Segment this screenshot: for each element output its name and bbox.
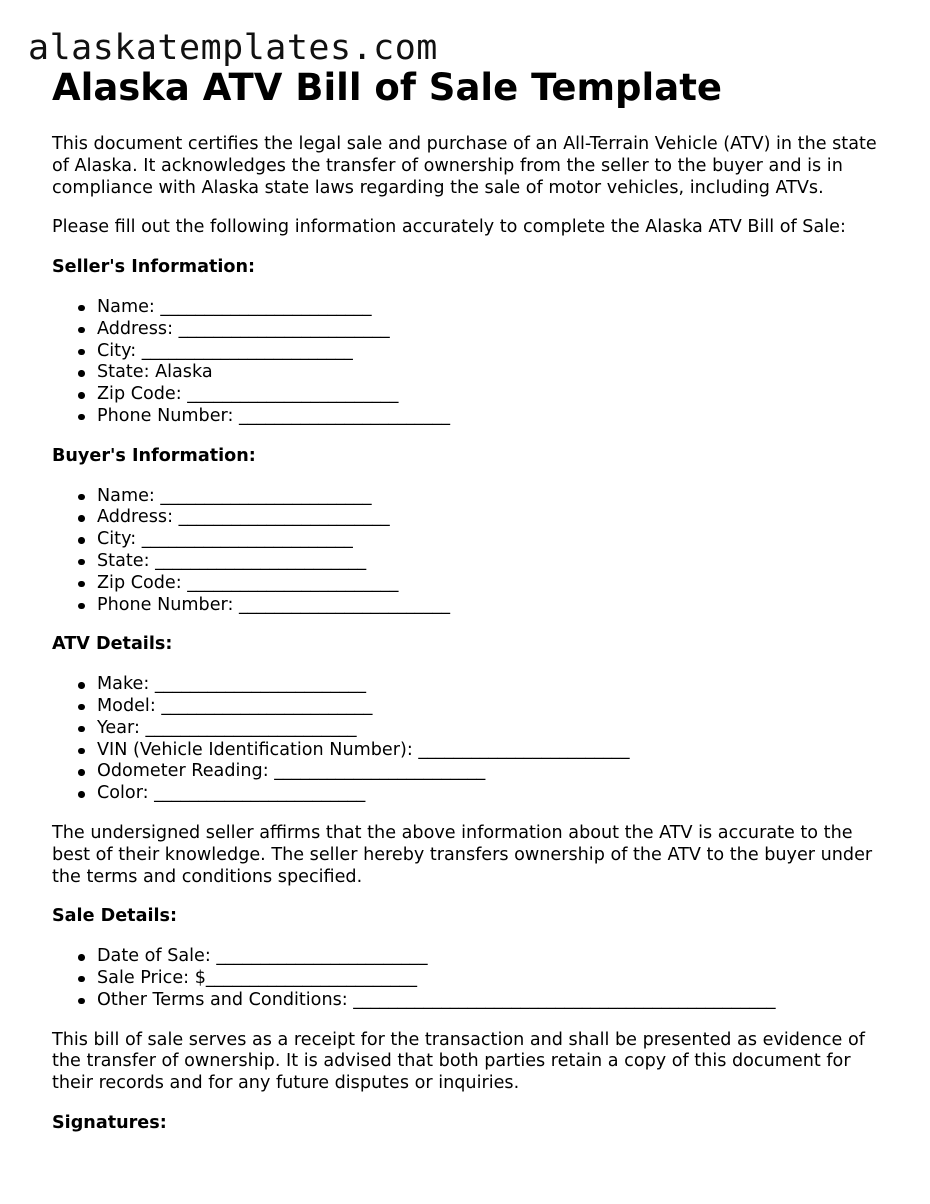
seller-zip-field: Zip Code: ________________________ [97,384,892,406]
document-body [52,66,892,1135]
atv-color-field: Color: ________________________ [97,783,892,805]
buyer-zip-field: Zip Code: ________________________ [97,573,892,595]
buyer-phone-field: Phone Number: ________________________ [97,595,892,617]
buyer-field-list [52,486,892,617]
atv-vin-field: VIN (Vehicle Identification Number): ________________________ [97,740,892,762]
buyer-city-field: City: ________________________ [97,529,892,551]
buyer-state-field: State: ________________________ [97,551,892,573]
site-watermark: alaskatemplates.com [28,28,438,68]
seller-state-field: State: Alaska [97,362,892,384]
atv-make-field: Make: ________________________ [97,674,892,696]
buyer-address-field: Address: ________________________ [97,507,892,529]
seller-phone-field: Phone Number: ________________________ [97,406,892,428]
atv-section-heading: ATV Details: [52,634,173,655]
buyer-name-field: Name: ________________________ [97,486,892,508]
sale-date-field: Date of Sale: ________________________ [97,946,892,968]
buyer-section-heading: Buyer's Information: [52,445,256,466]
seller-city-field: City: ________________________ [97,341,892,363]
seller-address-field: Address: ________________________ [97,319,892,341]
receipt-paragraph: This bill of sale serves as a receipt for the transaction and shall be presented as evidence of the transfer of ownership. It is advised that both parties retain a copy of this document for their records and for any future disputes or inquiries. [52,1029,865,1094]
affirmation-paragraph: The undersigned seller affirms that the above information about the ATV is accurate to the best of their knowledge. The seller hereby transfers ownership of the ATV to the buyer under the terms and conditions specified. [52,822,873,887]
seller-field-list [52,297,892,428]
intro-paragraph: This document certifies the legal sale and purchase of an All-Terrain Vehicle (ATV) in the state of Alaska. It acknowledges the transfer of ownership from the seller to the buyer and is in compliance with Alaska state laws regarding the sale of motor vehicles, including ATVs. [52,134,877,198]
page-title: Alaska ATV Bill of Sale Template [52,66,722,109]
seller-section-heading: Seller's Information: [52,257,256,278]
atv-odometer-field: Odometer Reading: ________________________ [97,761,892,783]
atv-field-list [52,674,892,805]
instruction-paragraph: Please fill out the following information accurately to complete the Alaska ATV Bill of Sale: [52,217,846,238]
sale-field-list [52,946,892,1011]
atv-model-field: Model: ________________________ [97,696,892,718]
atv-year-field: Year: ________________________ [97,718,892,740]
sale-terms-field: Other Terms and Conditions: ________________________________________________ [97,990,892,1012]
sale-section-heading: Sale Details: [52,906,178,927]
seller-name-field: Name: ________________________ [97,297,892,319]
sale-price-field: Sale Price: $________________________ [97,968,892,990]
signatures-section-heading: Signatures: [52,1112,167,1133]
